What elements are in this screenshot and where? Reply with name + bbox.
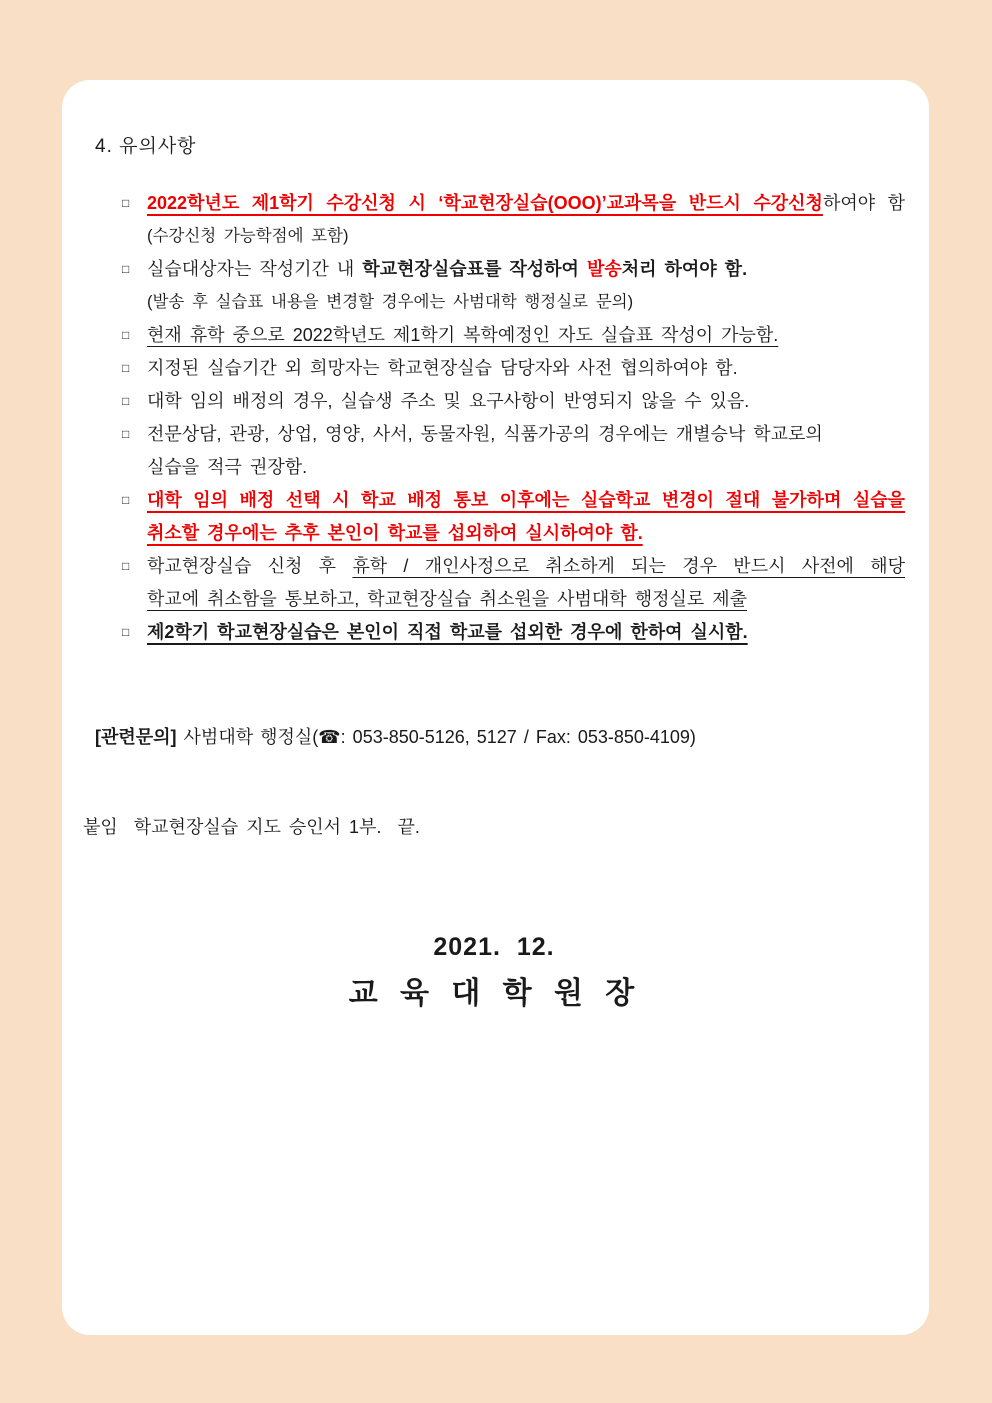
bullet-4-line-1: [95, 352, 905, 385]
bullet-text: [147, 319, 905, 352]
bullet-square-icon: □: [122, 559, 130, 573]
text-segment-red-bold-underline: 2022학년도 제1학기 수강신청 시 ‘학교현장실습(OOO)’교과목을 반드시 수강신청: [147, 193, 823, 213]
bullet-8-line-1: [95, 550, 905, 583]
bullet-text: [147, 385, 905, 418]
signer-title: 교 육 대 학 원 장: [348, 977, 640, 1010]
text-segment-underline: 휴학 / 개인사정으로 취소하게 되는 경우 반드시 사전에 해당: [352, 556, 905, 576]
bullet-text: [147, 583, 905, 616]
text-segment-bold-underline: 제2학기 학교현장실습은 본인이 직접 학교를 섭외한 경우에 한하여 실시함.: [147, 622, 748, 642]
contact-label: [관련문의]: [95, 727, 177, 747]
text-segment-plain: 학교현장실습 신청 후: [147, 556, 353, 576]
bullet-text: [147, 616, 905, 649]
bullet-text: [147, 187, 905, 220]
bullet-2-line-2: [95, 286, 905, 319]
bullet-7-line-2: [95, 517, 905, 550]
bullet-2-line-1: [95, 253, 905, 286]
text-segment-plain: 지정된 실습기간 외 희망자는 학교현장실습 담당자와 사전 협의하여야 함.: [147, 358, 738, 378]
bullet-6-line-1: [95, 418, 905, 451]
bullet-text: [147, 253, 905, 286]
bullet-square-icon: □: [122, 328, 130, 342]
text-segment-plain: 실습을 적극 권장함.: [147, 457, 308, 477]
bullet-list: [95, 187, 905, 649]
text-segment-bold: 처리 하여야 함.: [621, 259, 748, 279]
text-segment-plain: 전문상담, 관광, 상업, 영양, 사서, 동물자원, 식품가공의 경우에는 개별승낙 학교로의: [147, 424, 823, 444]
text-segment-red-bold: 발송: [586, 259, 622, 279]
bullet-text: [147, 418, 905, 451]
bullet-square-icon: □: [122, 394, 130, 408]
bullet-6-line-2: [95, 451, 905, 484]
text-segment-red-bold-underline: 취소할 경우에는 추후 본인이 학교를 섭외하여 실시하여야 함.: [147, 523, 643, 543]
bullet-square-icon: □: [122, 262, 130, 276]
text-segment-plain: 대학 임의 배정의 경우, 실습생 주소 및 요구사항이 반영되지 않을 수 있음.: [147, 391, 750, 411]
text-segment-plain: 실습대상자는 작성기간 내: [147, 259, 363, 279]
bullet-text: [147, 484, 905, 517]
section-title: 4. 유의사항: [95, 136, 197, 157]
bullet-square-icon: □: [122, 427, 130, 441]
bullet-square-icon: □: [122, 196, 130, 210]
bullet-text: [147, 550, 905, 583]
bullet-1-line-2: [95, 220, 905, 253]
bullet-text: [147, 220, 905, 253]
contact-text: 사범대학 행정실(☎: 053-850-5126, 5127 / Fax: 053-850-4109): [176, 727, 696, 747]
document-sheet: [62, 80, 929, 1335]
bullet-8-line-2: [95, 583, 905, 616]
attachment-line: 붙임 학교현장실습 지도 승인서 1부. 끝.: [83, 817, 420, 837]
bullet-5-line-1: [95, 385, 905, 418]
text-segment-plain: (수강신청 가능학점에 포함): [147, 227, 349, 245]
text-segment-red-bold-underline: 대학 임의 배정 선택 시 학교 배정 통보 이후에는 실습학교 변경이 절대 불가하며 실습을: [147, 490, 905, 510]
bullet-text: [147, 352, 905, 385]
text-segment-plain: (발송 후 실습표 내용을 변경할 경우에는 사범대학 행정실로 문의): [147, 293, 634, 311]
bullet-7-line-1: [95, 484, 905, 517]
date-line: 2021. 12.: [433, 933, 555, 961]
bullet-3-line-1: [95, 319, 905, 352]
text-segment-bold: 학교현장실습표를 작성하여: [362, 259, 587, 279]
bullet-text: [147, 451, 905, 484]
text-segment-plain: 하여야 함: [822, 193, 905, 213]
bullet-square-icon: □: [122, 493, 130, 507]
bullet-9-line-1: [95, 616, 905, 649]
bullet-square-icon: □: [122, 625, 130, 639]
bullet-square-icon: □: [122, 361, 130, 375]
text-segment-underline: 현재 휴학 중으로 2022학년도 제1학기 복학예정인 자도 실습표 작성이 가능함.: [147, 325, 779, 345]
contact-line: [95, 721, 905, 754]
text-segment-underline: 학교에 취소함을 통보하고, 학교현장실습 취소원을 사범대학 행정실로 제출: [147, 589, 748, 609]
bullet-1-line-1: [95, 187, 905, 220]
bullet-text: [147, 286, 905, 319]
bullet-text: [147, 517, 905, 550]
